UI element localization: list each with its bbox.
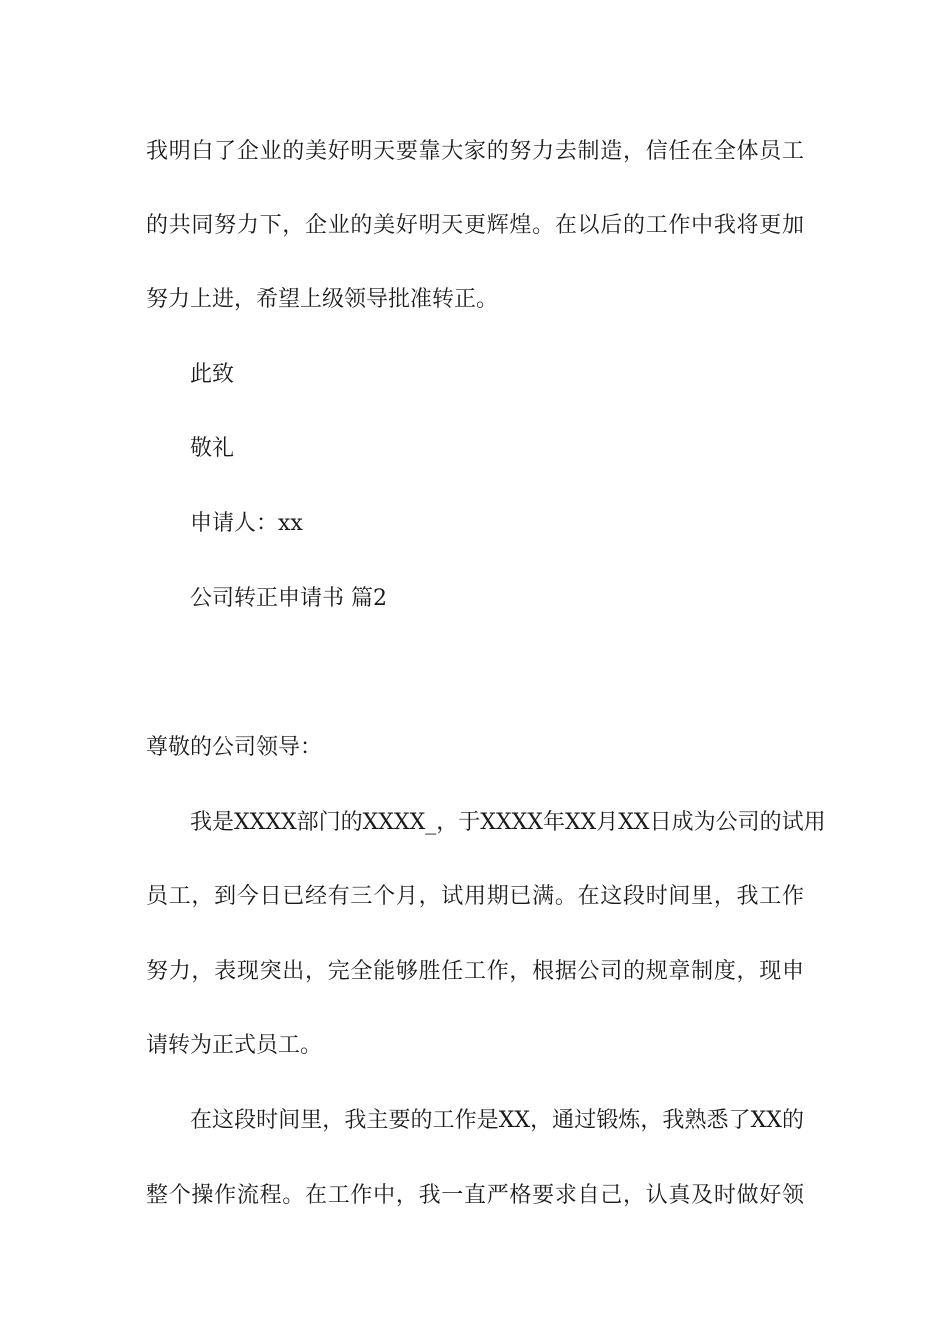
body-text-line: 我明白了企业的美好明天要靠大家的努力去制造，信任在全体员工 bbox=[146, 139, 804, 164]
applicant-signature: 申请人：xx bbox=[190, 511, 303, 536]
body-text-line: 员工，到今日已经有三个月，试用期已满。在这段时间里，我工作 bbox=[146, 884, 804, 909]
closing-salutation: 此致 bbox=[190, 362, 235, 387]
letter-greeting: 尊敬的公司领导： bbox=[146, 735, 323, 760]
body-text-line: 请转为正式员工。 bbox=[146, 1033, 323, 1058]
body-text-line: 努力上进，希望上级领导批准转正。 bbox=[146, 287, 499, 312]
body-text-line: 努力，表现突出，完全能够胜任工作，根据公司的规章制度，现申 bbox=[146, 959, 804, 984]
closing-regards: 敬礼 bbox=[190, 436, 235, 461]
body-text-line: 的共同努力下，企业的美好明天更辉煌。在以后的工作中我将更加 bbox=[146, 213, 804, 238]
body-text-line: 我是XXXX部门的XXXX_，于XXXX年XX月XX日成为公司的试用 bbox=[190, 810, 826, 835]
section-heading: 公司转正申请书 篇2 bbox=[190, 586, 387, 611]
body-text-line: 整个操作流程。在工作中，我一直严格要求自己，认真及时做好领 bbox=[146, 1183, 804, 1208]
body-text-line: 在这段时间里，我主要的工作是XX，通过锻炼，我熟悉了XX的 bbox=[190, 1108, 804, 1133]
